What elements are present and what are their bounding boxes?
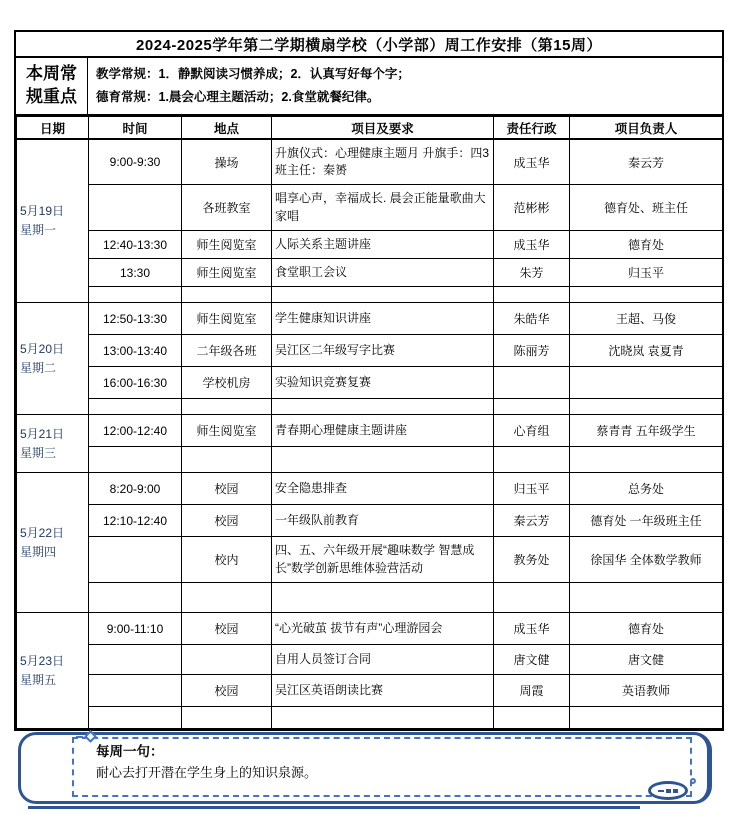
item-cell: 青春期心理健康主题讲座 [272, 415, 494, 447]
header-date: 日期 [17, 117, 89, 139]
weekday-text: 星期五 [20, 672, 57, 687]
table-row [17, 231, 723, 259]
admin-cell [494, 447, 570, 473]
item-cell: “心光破茧 拔节有声”心理游园会 [272, 613, 494, 645]
header-time: 时间 [89, 117, 182, 139]
item-cell: 食堂职工会议 [272, 259, 494, 287]
time-cell: 13:00-13:40 [89, 335, 182, 367]
item-cell: 实验知识竞赛复赛 [272, 367, 494, 399]
time-cell [89, 707, 182, 729]
time-cell [89, 583, 182, 613]
location-cell: 师生阅览室 [182, 259, 272, 287]
table-row [17, 185, 723, 231]
table-row [17, 367, 723, 399]
admin-cell: 唐文健 [494, 645, 570, 675]
item-cell: 唱享心声，幸福成长. 晨会正能量歌曲大家唱 [272, 185, 494, 231]
location-cell: 操场 [182, 139, 272, 185]
lead-cell: 德育处 一年级班主任 [570, 505, 723, 537]
ornament-dash [76, 736, 83, 738]
lead-cell: 唐文健 [570, 645, 723, 675]
admin-cell [494, 399, 570, 415]
item-cell: 一年级队前教育 [272, 505, 494, 537]
weekly-quote-text [96, 742, 656, 784]
oval-dot [673, 789, 678, 793]
lead-cell [570, 583, 723, 613]
location-cell [182, 645, 272, 675]
time-cell [89, 185, 182, 231]
table-header-row [17, 117, 723, 139]
admin-cell [494, 583, 570, 613]
item-cell [272, 399, 494, 415]
week-focus-label: 本周常规重点 [16, 58, 88, 114]
header-item: 项目及要求 [272, 117, 494, 139]
location-cell: 师生阅览室 [182, 231, 272, 259]
date-cell-friday [17, 613, 89, 729]
time-cell: 13:30 [89, 259, 182, 287]
table-row [17, 287, 723, 303]
admin-cell: 陈丽芳 [494, 335, 570, 367]
location-cell: 校园 [182, 613, 272, 645]
table-row [17, 259, 723, 287]
item-cell: 学生健康知识讲座 [272, 303, 494, 335]
table-row [17, 645, 723, 675]
date-cell-thursday [17, 473, 89, 613]
admin-cell: 成玉华 [494, 231, 570, 259]
admin-cell: 范彬彬 [494, 185, 570, 231]
table-row [17, 583, 723, 613]
date-text: 5月20日 [20, 341, 65, 356]
lead-cell: 徐国华 全体数学教师 [570, 537, 723, 583]
time-cell: 8:20-9:00 [89, 473, 182, 505]
admin-cell: 成玉华 [494, 139, 570, 185]
lead-cell [570, 367, 723, 399]
lead-cell: 蔡青青 五年级学生 [570, 415, 723, 447]
location-cell: 校园 [182, 473, 272, 505]
schedule-table [16, 116, 723, 729]
time-cell [89, 537, 182, 583]
lead-cell: 英语教师 [570, 675, 723, 707]
item-cell: 吴江区二年级写字比赛 [272, 335, 494, 367]
date-text: 5月19日 [20, 203, 65, 218]
page-title: 2024-2025学年第二学期横扇学校（小学部）周工作安排（第15周） [16, 32, 722, 58]
table-row [17, 139, 723, 185]
time-cell [89, 447, 182, 473]
time-cell: 9:00-9:30 [89, 139, 182, 185]
table-row [17, 675, 723, 707]
table-row [17, 613, 723, 645]
table-row [17, 505, 723, 537]
time-cell: 16:00-16:30 [89, 367, 182, 399]
lead-cell [570, 447, 723, 473]
date-cell-wednesday [17, 415, 89, 473]
lead-cell: 总务处 [570, 473, 723, 505]
oval-ornament-icon [648, 781, 688, 800]
table-row [17, 335, 723, 367]
moral-routine-line: 德育常规：1.晨会心理主题活动；2.食堂就餐纪律。 [96, 90, 380, 105]
date-cell-tuesday [17, 303, 89, 415]
weekday-text: 星期一 [20, 223, 57, 237]
time-cell: 12:40-13:30 [89, 231, 182, 259]
location-cell: 校内 [182, 537, 272, 583]
location-cell: 学校机房 [182, 367, 272, 399]
oval-dash [658, 790, 664, 792]
item-cell [272, 287, 494, 303]
weekday-text: 星期二 [20, 360, 57, 375]
location-cell: 师生阅览室 [182, 303, 272, 335]
lead-cell: 沈晓岚 袁夏青 [570, 335, 723, 367]
location-cell: 校园 [182, 505, 272, 537]
table-row [17, 303, 723, 335]
admin-cell: 秦云芳 [494, 505, 570, 537]
location-cell [182, 399, 272, 415]
oval-dot [666, 789, 671, 793]
teaching-routine-line: 教学常规：1．静默阅读习惯养成；2．认真写好每个字； [96, 67, 410, 81]
weekday-text: 星期三 [20, 445, 57, 460]
week-focus-row [16, 58, 722, 116]
header-location: 地点 [182, 117, 272, 139]
lead-cell: 德育处 [570, 231, 723, 259]
table-row [17, 399, 723, 415]
location-cell: 各班教室 [182, 185, 272, 231]
time-cell [89, 675, 182, 707]
date-text: 5月21日 [20, 426, 65, 441]
location-cell: 师生阅览室 [182, 415, 272, 447]
ornament-icon [76, 731, 98, 743]
location-cell [182, 447, 272, 473]
admin-cell: 教务处 [494, 537, 570, 583]
weekday-text: 星期四 [20, 544, 57, 559]
admin-cell: 朱皓华 [494, 303, 570, 335]
lead-cell [570, 707, 723, 729]
lead-cell [570, 287, 723, 303]
admin-cell: 成玉华 [494, 613, 570, 645]
admin-cell [494, 287, 570, 303]
lead-cell: 德育处 [570, 613, 723, 645]
admin-cell: 朱芳 [494, 259, 570, 287]
weekly-quote-label: 每周一句： [96, 744, 164, 759]
location-cell [182, 287, 272, 303]
time-cell: 9:00-11:10 [89, 613, 182, 645]
table-row [17, 447, 723, 473]
schedule-sheet [14, 30, 724, 731]
lead-cell: 秦云芳 [570, 139, 723, 185]
table-row [17, 537, 723, 583]
item-cell [272, 447, 494, 473]
table-row [17, 707, 723, 729]
lead-cell: 德育处、班主任 [570, 185, 723, 231]
time-cell: 12:10-12:40 [89, 505, 182, 537]
header-admin: 责任行政 [494, 117, 570, 139]
location-cell [182, 583, 272, 613]
weekly-quote-content: 耐心去打开潜在学生身上的知识泉源。 [96, 765, 318, 781]
admin-cell: 归玉平 [494, 473, 570, 505]
lead-cell: 归玉平 [570, 259, 723, 287]
item-cell [272, 583, 494, 613]
time-cell [89, 645, 182, 675]
small-circle-ornament-icon [690, 778, 696, 784]
time-cell [89, 287, 182, 303]
table-row [17, 473, 723, 505]
lead-cell [570, 399, 723, 415]
header-lead: 项目负责人 [570, 117, 723, 139]
item-cell: 安全隐患排查 [272, 473, 494, 505]
ornament-diamond-icon [84, 730, 97, 743]
note-box-underline [28, 806, 640, 809]
lead-cell: 王超、马俊 [570, 303, 723, 335]
admin-cell [494, 367, 570, 399]
location-cell [182, 707, 272, 729]
time-cell: 12:00-12:40 [89, 415, 182, 447]
table-row [17, 415, 723, 447]
item-cell: 自用人员签订合同 [272, 645, 494, 675]
week-focus-content [88, 58, 722, 114]
item-cell: 人际关系主题讲座 [272, 231, 494, 259]
date-text: 5月23日 [20, 653, 65, 668]
date-cell-monday [17, 139, 89, 303]
location-cell: 二年级各班 [182, 335, 272, 367]
admin-cell [494, 707, 570, 729]
time-cell [89, 399, 182, 415]
item-cell: 升旗仪式：心理健康主题月 升旗手：四3 班主任：秦赟 [272, 139, 494, 185]
location-cell: 校园 [182, 675, 272, 707]
admin-cell: 周霞 [494, 675, 570, 707]
item-cell: 四、五、六年级开展“趣味数学 智慧成长”数学创新思维体验营活动 [272, 537, 494, 583]
admin-cell: 心育组 [494, 415, 570, 447]
date-text: 5月22日 [20, 525, 65, 540]
time-cell: 12:50-13:30 [89, 303, 182, 335]
item-cell [272, 707, 494, 729]
item-cell: 吴江区英语朗读比赛 [272, 675, 494, 707]
